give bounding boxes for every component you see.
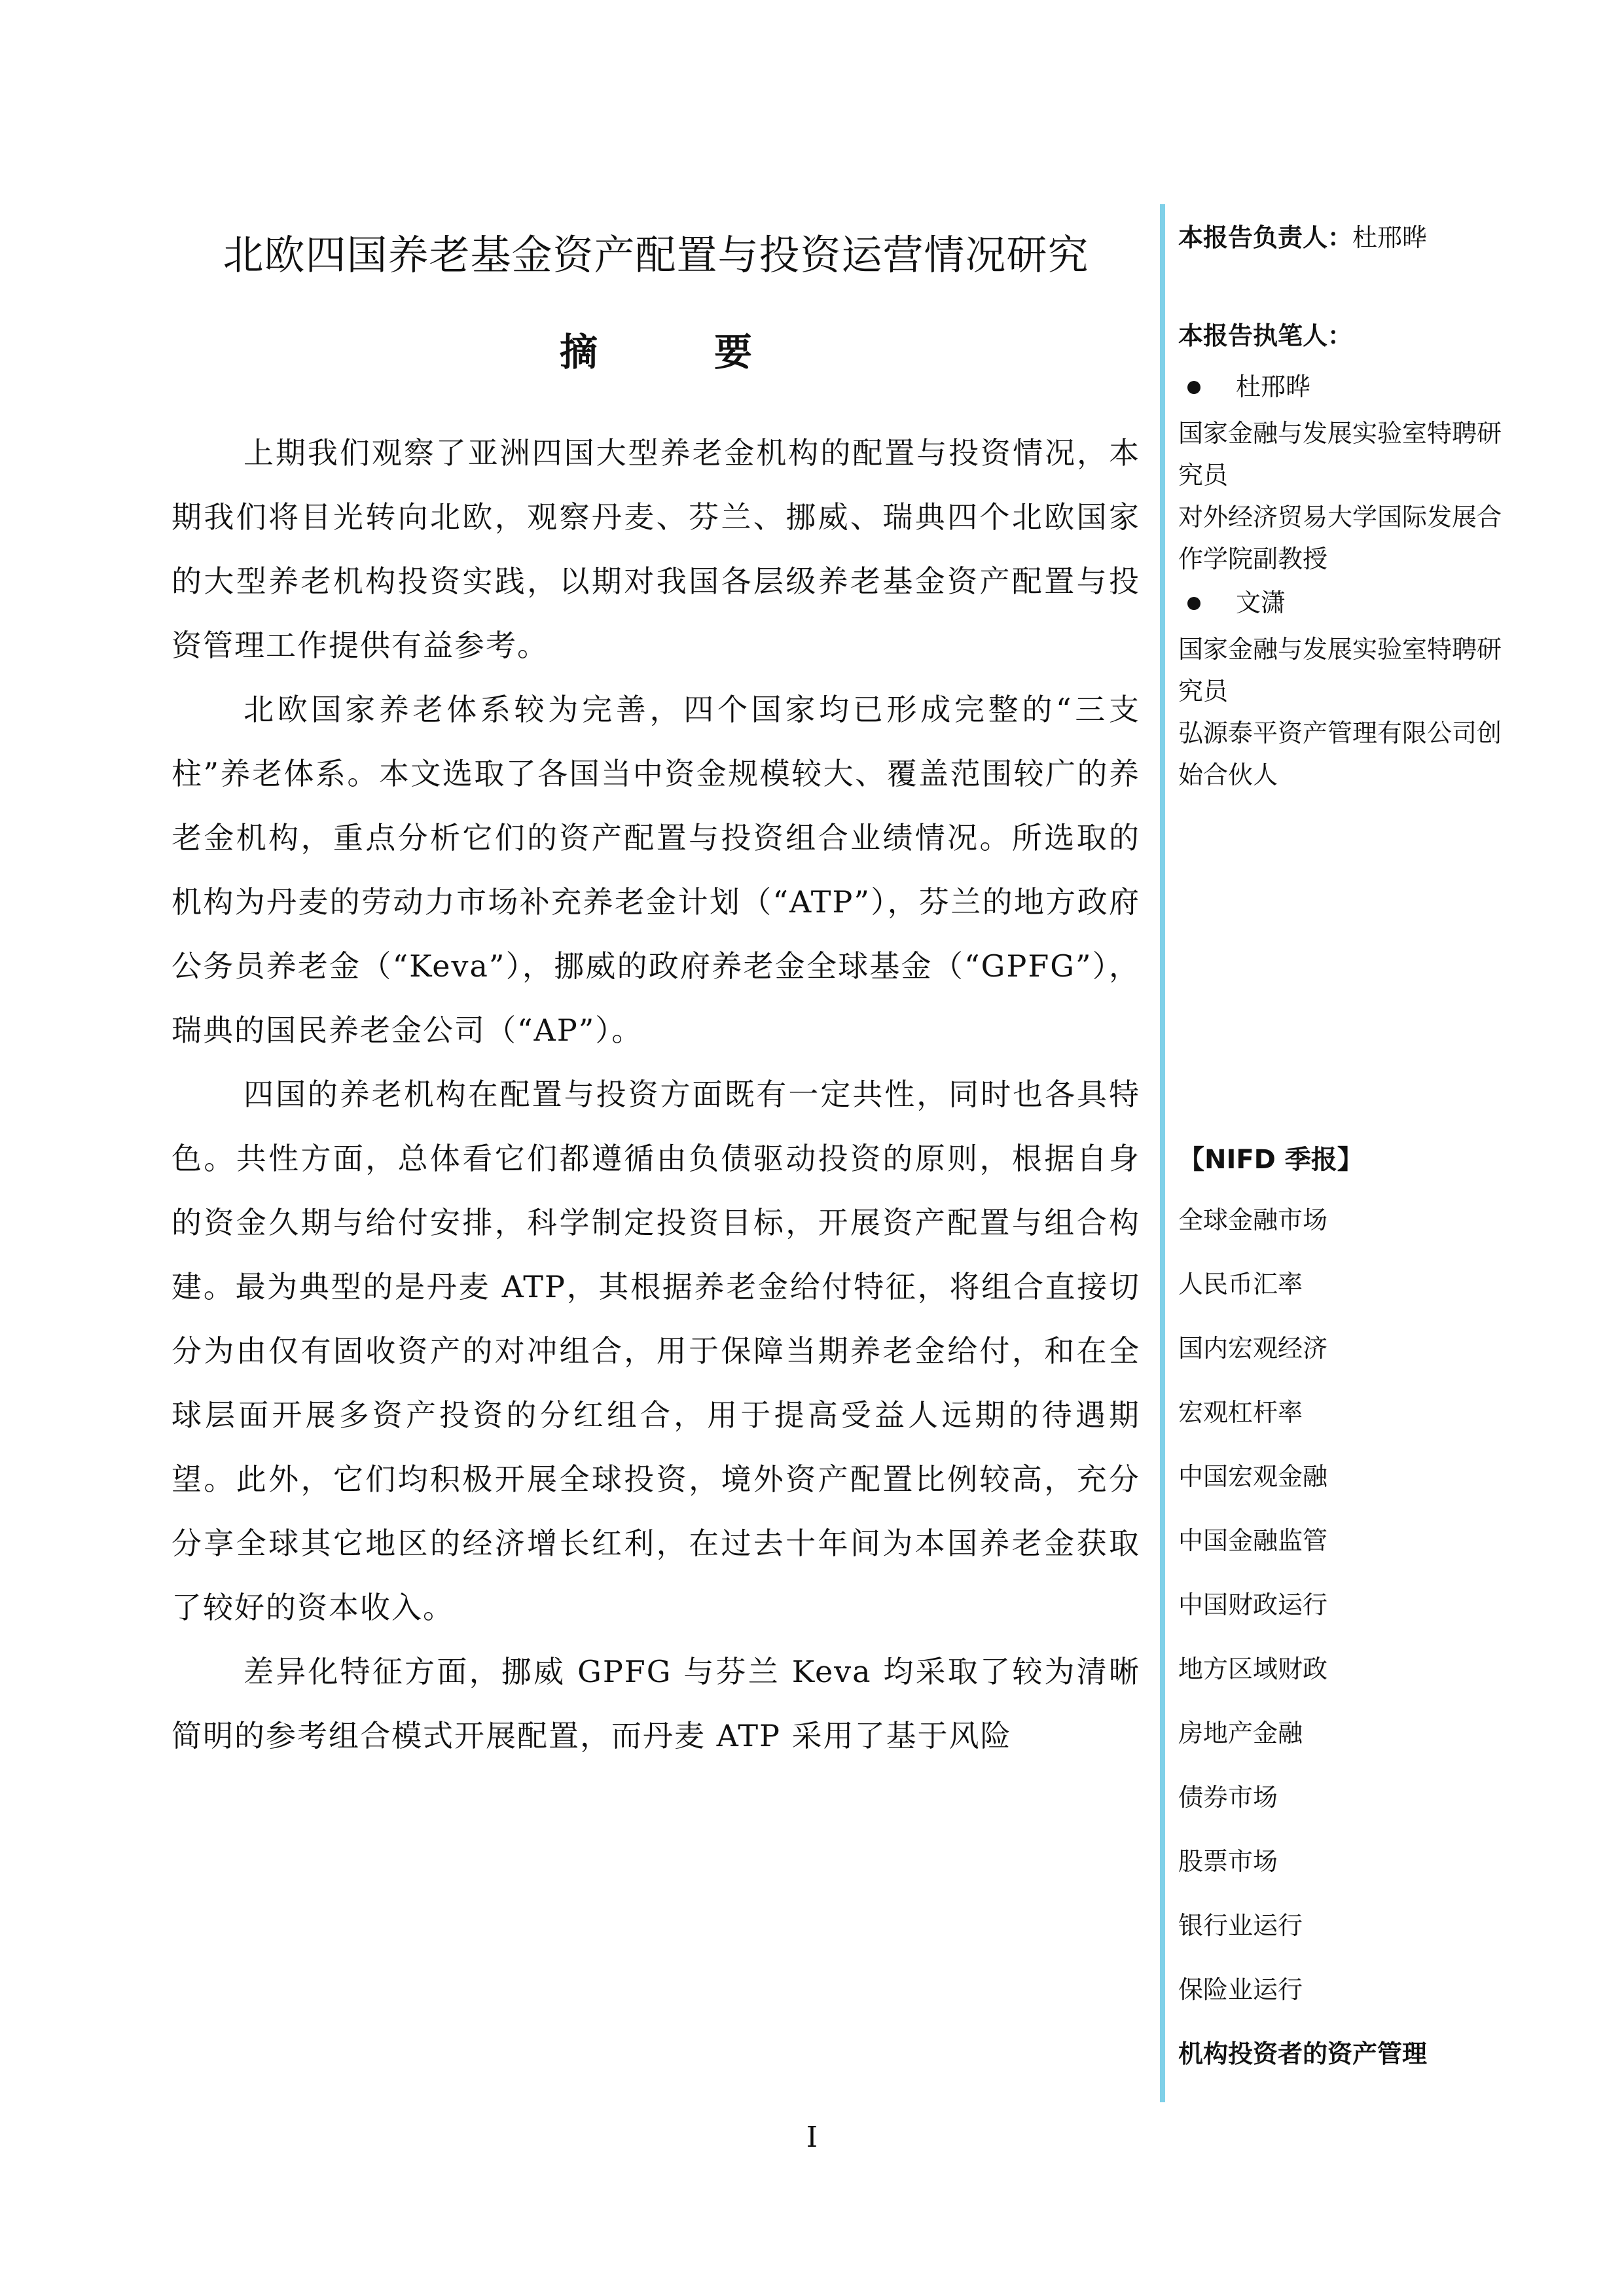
author-2-credential-1: 国家金融与发展实验室特聘研究员 (1178, 635, 1502, 706)
nifd-item: 全球金融市场 (1178, 1206, 1328, 1234)
authors-heading (1178, 314, 1519, 357)
responsible-label: 本报告负责人： (1178, 223, 1353, 252)
abstract-paragraph-4: 差异化特征方面，挪威 GPFG 与芬兰 Keva 均采取了较为清晰简明的参考组合模式开展配置，而丹麦 ATP 采用了基于风险 (171, 1654, 1140, 1753)
nifd-item: 保险业运行 (1178, 1975, 1303, 2004)
main-column (171, 223, 1140, 1768)
nifd-item: 债券市场 (1178, 1783, 1278, 1812)
abstract-paragraph-2: 北欧国家养老体系较为完善，四个国家均已形成完整的“三支柱”养老体系。本文选取了各国当中资金规模较大、覆盖范围较广的养老金机构，重点分析它们的资产配置与投资组合业绩情况。所选取的机构为丹麦的劳动力市场补充养老金计划（“ATP”），芬兰的地方政府公务员养老金（“Keva”），挪威的政府养老金全球基金（“GPFG”），瑞典的国民养老金公司（“AP”）。 (171, 692, 1140, 1048)
nifd-item: 地方区域财政 (1178, 1655, 1328, 1683)
nifd-series-title: 【NIFD 季报】 (1178, 1145, 1363, 1175)
abstract-paragraph-3: 四国的养老机构在配置与投资方面既有一定共性，同时也各具特色。共性方面，总体看它们都遵循由负债驱动投资的原则，根据自身的资金久期与给付安排，科学制定投资目标，开展资产配置与组合构建。最为典型的是丹麦 ATP，其根据养老金给付特征，将组合直接切分为由仅有固收资产的对冲组合，用于保障当期养老金给付，和在全球层面开展多资产投资的分红组合，用于提高受益人远期的待遇期望。此外，它们均积极开展全球投资，境外资产配置比例较高，充分分享全球其它地区的经济增长红利，在过去十年间为本国养老金获取了较好的资本收入。 (171, 1077, 1140, 1625)
document-title: 北欧四国养老基金资产配置与投资运营情况研究 (223, 231, 1089, 279)
responsible-line (1178, 216, 1519, 259)
nifd-item: 房地产金融 (1178, 1719, 1303, 1748)
abstract-heading: 摘 要 (559, 330, 791, 374)
nifd-item: 股票市场 (1178, 1847, 1278, 1876)
sidebar-authors (1178, 216, 1519, 796)
author-1-credential-2: 对外经济贸易大学国际发展合作学院副教授 (1178, 503, 1502, 573)
nifd-item: 国内宏观经济 (1178, 1334, 1328, 1363)
nifd-item: 中国宏观金融 (1178, 1462, 1328, 1491)
author-bullet-2 (1178, 580, 1519, 626)
sidebar-divider (1160, 204, 1165, 2102)
page-number: I (806, 2121, 818, 2154)
nifd-item: 宏观杠杆率 (1178, 1398, 1303, 1427)
author-name-2: 文潇 (1236, 588, 1286, 617)
nifd-item: 中国金融监管 (1178, 1526, 1328, 1555)
bullet-icon (1187, 597, 1200, 610)
nifd-item: 人民币汇率 (1178, 1270, 1303, 1299)
authors-label: 本报告执笔人： (1178, 321, 1353, 350)
abstract-paragraph-1: 上期我们观察了亚洲四国大型养老金机构的配置与投资情况，本期我们将目光转向北欧，观察丹麦、芬兰、挪威、瑞典四个北欧国家的大型养老机构投资实践，以期对我国各层级养老基金资产配置与投资管理工作提供有益参考。 (171, 435, 1140, 663)
author-1-credential-1: 国家金融与发展实验室特聘研究员 (1178, 419, 1502, 490)
nifd-series-list (1178, 1139, 1519, 2086)
nifd-item: 银行业运行 (1178, 1911, 1303, 1940)
responsible-name: 杜邢晔 (1352, 223, 1428, 252)
nifd-item-current: 机构投资者的资产管理 (1178, 2039, 1428, 2068)
bullet-icon (1187, 381, 1200, 394)
author-bullet-1 (1178, 364, 1519, 410)
nifd-item: 中国财政运行 (1178, 1590, 1328, 1619)
author-name-1: 杜邢晔 (1236, 372, 1311, 401)
author-2-credential-2: 弘源泰平资产管理有限公司创始合伙人 (1178, 719, 1502, 789)
